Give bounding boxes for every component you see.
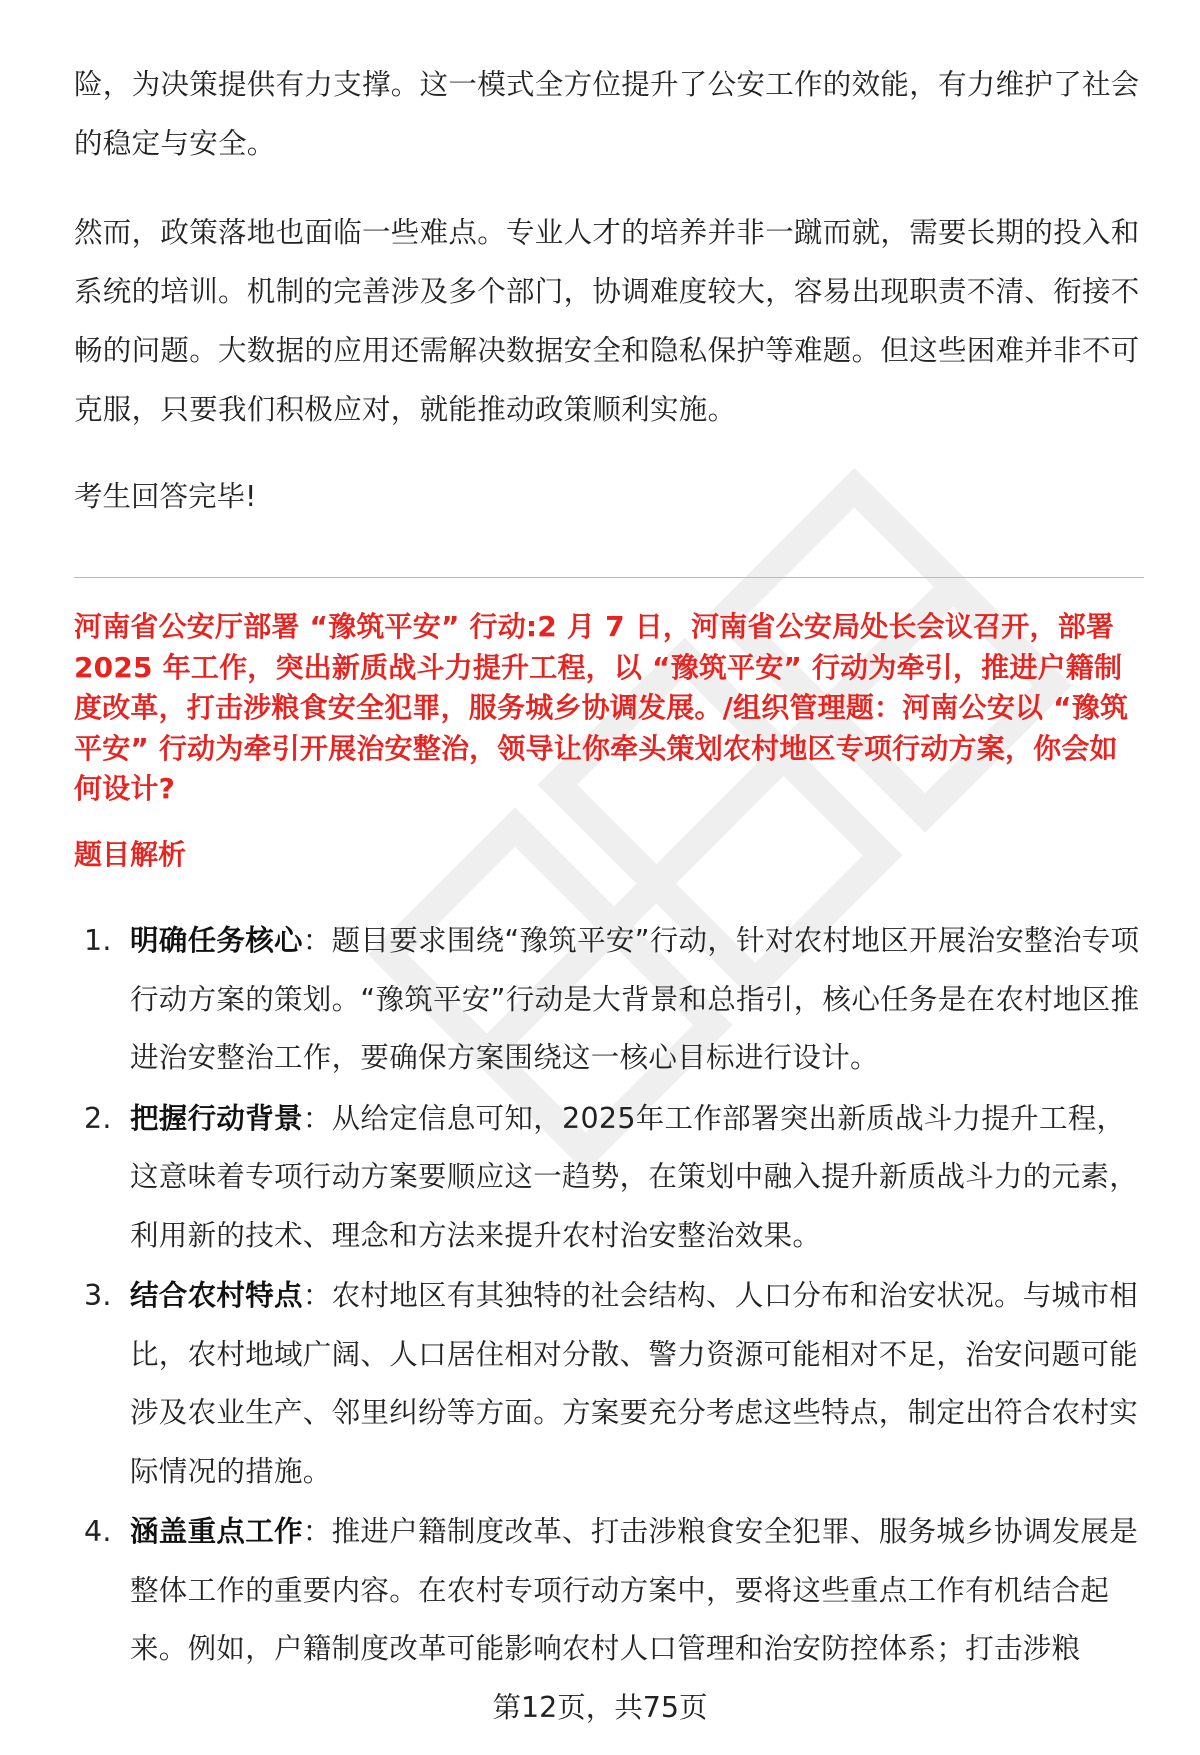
list-item-text: 从给定信息可知，2025年工作部署突出新质战斗力提升工程，这意味着专项行动方案要顺应这一趋势，在策划中融入提升新质战斗力的元素，利用新的技术、理念和方法来提升农村治安整治效果。 [130, 1101, 1139, 1252]
list-item-term: 结合农村特点 [130, 1279, 303, 1312]
list-item [74, 1090, 1144, 1266]
list-item [74, 1267, 1144, 1501]
list-item-separator: ： [302, 1515, 332, 1548]
list-item-number: 2. [84, 1101, 112, 1135]
list-item-separator: ： [302, 924, 332, 957]
list-item-number: 4. [84, 1515, 112, 1548]
list-item-text: 农村地区有其独特的社会结构、人口分布和治安状况。与城市相比，农村地域广阔、人口居住相对分散、警力资源可能相对不足，治安问题可能涉及农业生产、邻里纠纷等方面。方案要充分考虑这些特点，制定出符合农村实际情况的措施。 [130, 1279, 1139, 1488]
question-text: 河南省公安厅部署 “豫筑平安” 行动:2 月 7 日，河南省公安局处长会议召开，部署 2025 年工作，突出新质战斗力提升工程，以 “豫筑平安” 行动为牵引，推进户籍制度改革，打击涉粮食安全犯罪，服务城乡协调发展。/组织管理题：河南公安以 “豫筑平安” 行动为牵引开展治安整治，领导让你牵头策划农村地区专项行动方案，你会如何设计? [74, 610, 1129, 805]
list-item [74, 1503, 1144, 1679]
list-item-text: 题目要求围绕“豫筑平安”行动，针对农村地区开展治安整治专项行动方案的策划。“豫筑平安”行动是大背景和总指引，核心任务是在农村地区推进治安整治工作，要确保方案围绕这一核心目标进行设计。 [130, 924, 1140, 1074]
list-item-term: 明确任务核心 [130, 924, 303, 957]
list-item-separator: ： [302, 1101, 332, 1135]
list-item-term: 涵盖重点工作 [130, 1515, 303, 1548]
page-number: 第12页，共75页 [492, 1691, 708, 1724]
list-item [74, 912, 1144, 1088]
analysis-title: 题目解析 [74, 838, 187, 871]
body-paragraph-2: 然而，政策落地也面临一些难点。专业人才的培养并非一蹴而就，需要长期的投入和系统的培训。机制的完善涉及多个部门，协调难度较大，容易出现职责不清、衔接不畅的问题。大数据的应用还需解决数据安全和隐私保护等难题。但这些困难并非不可克服，只要我们积极应对，就能推动政策顺利实施。 [74, 216, 1140, 426]
list-item-number: 1. [84, 924, 112, 957]
section-divider [74, 577, 1144, 578]
closing-line: 考生回答完毕! [74, 480, 257, 513]
list-item-separator: ： [302, 1279, 332, 1312]
body-paragraph-1: 险，为决策提供有力支撑。这一模式全方位提升了公安工作的效能，有力维护了社会的稳定与安全。 [74, 68, 1140, 160]
list-item-text: 推进户籍制度改革、打击涉粮食安全犯罪、服务城乡协调发展是整体工作的重要内容。在农村专项行动方案中，要将这些重点工作有机结合起来。例如，户籍制度改革可能影响农村人口管理和治安防控体系；打击涉粮 [130, 1515, 1139, 1665]
list-item-number: 3. [84, 1279, 112, 1312]
main-body [74, 55, 1144, 526]
analysis-list [74, 912, 1144, 1681]
list-item-term: 把握行动背景 [130, 1101, 303, 1135]
